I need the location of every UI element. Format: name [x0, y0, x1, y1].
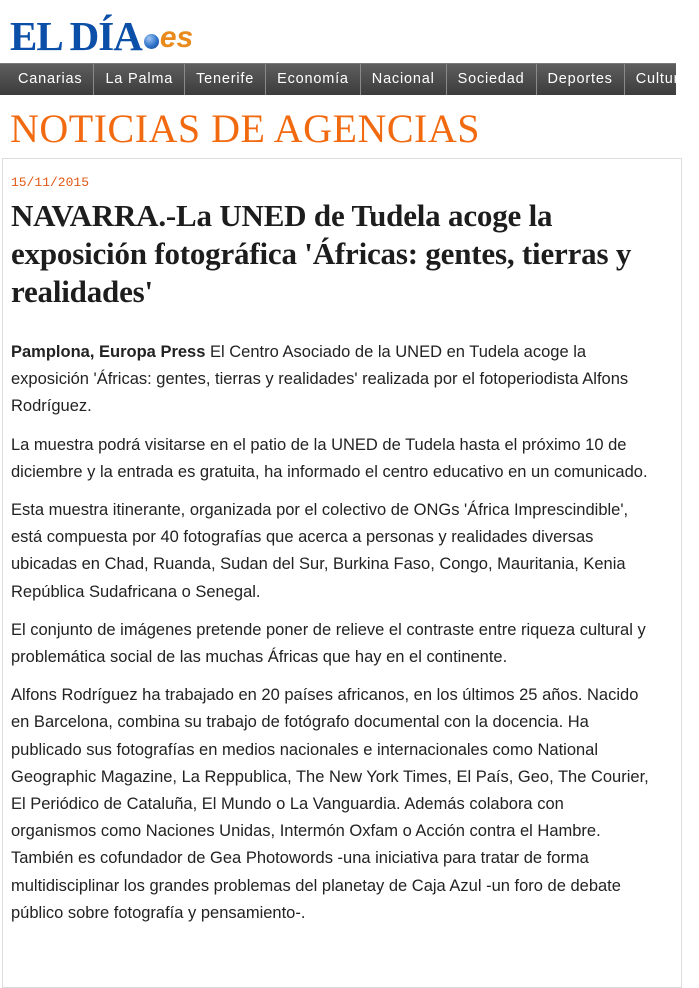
section-title: NOTICIAS DE AGENCIAS: [10, 106, 480, 151]
article-date: 15/11/2015: [11, 175, 90, 190]
nav-item-cultura[interactable]: Cultura: [624, 64, 699, 95]
nav-item-tenerife[interactable]: Tenerife: [184, 64, 265, 95]
article-byline: Pamplona, Europa Press: [11, 343, 206, 361]
article-lead-text: El Centro Asociado de la UNED en Tudela acoge la exposición 'Áfricas: gentes, tierras y realidades' realizada por el fotoperiodista Alfons Rodríguez.: [11, 343, 629, 416]
article-paragraph: Alfons Rodríguez ha trabajado en 20 países africanos, en los últimos 25 años. Nacido en Barcelona, combina su trabajo de fotógrafo documental con la docencia. Ha publicado sus fotografías en medios nacionales e internacionales como National Geographic Magazine, La Reppublica, The New York Times, El País, Geo, The Courier, El Periódico de Cataluña, El Mundo o La Vanguardia. Además colabora con organismos como Naciones Unidas, Intermón Oxfam o Acción contra el Hambre. También es cofundador de Gea Photowords -una iniciativa para tratar de forma multidisciplinar los grandes problemas del planetay de Caja Azul -un foro de debate público sobre fotografía y pensamiento-.: [11, 686, 649, 922]
logo-suffix: es: [159, 21, 194, 54]
article-paragraph: La muestra podrá visitarse en el patio de la UNED de Tudela hasta el próximo 10 de diciembre y la entrada es gratuita, ha informado el centro educativo en un comunicado.: [11, 435, 648, 481]
site-logo[interactable]: [10, 12, 193, 58]
article-lead-paragraph: [11, 339, 651, 421]
nav-item-economia[interactable]: Economía: [265, 64, 360, 95]
main-nav: [0, 63, 689, 95]
article-paragraph: Esta muestra itinerante, organizada por el colectivo de ONGs 'África Imprescindible', está compuesta por 40 fotografías que acerca a personas y realidades diversas ubicadas en Chad, Ruanda, Sudan del Sur, Burkina Faso, Congo, Mauritania, Kenia República Sudafricana o Senegal.: [11, 501, 629, 601]
nav-item-nacional[interactable]: Nacional: [360, 64, 446, 95]
article-body: [11, 339, 651, 938]
article-headline: NAVARRA.-La UNED de Tudela acoge la exposición fotográfica 'Áfricas: gentes, tierras y realidades': [11, 198, 632, 309]
nav-item-la-palma[interactable]: La Palma: [93, 64, 184, 95]
nav-item-canarias[interactable]: Canarias: [18, 71, 83, 87]
article-paragraph: El conjunto de imágenes pretende poner de relieve el contraste entre riqueza cultural y problemática social de las muchas Áfricas que hay en el continente.: [11, 620, 646, 667]
logo-wordmark: EL DÍA: [10, 13, 142, 59]
globe-dot-icon: [144, 34, 159, 49]
nav-item-deportes[interactable]: Deportes: [536, 64, 624, 95]
nav-item-sociedad[interactable]: Sociedad: [446, 64, 536, 95]
